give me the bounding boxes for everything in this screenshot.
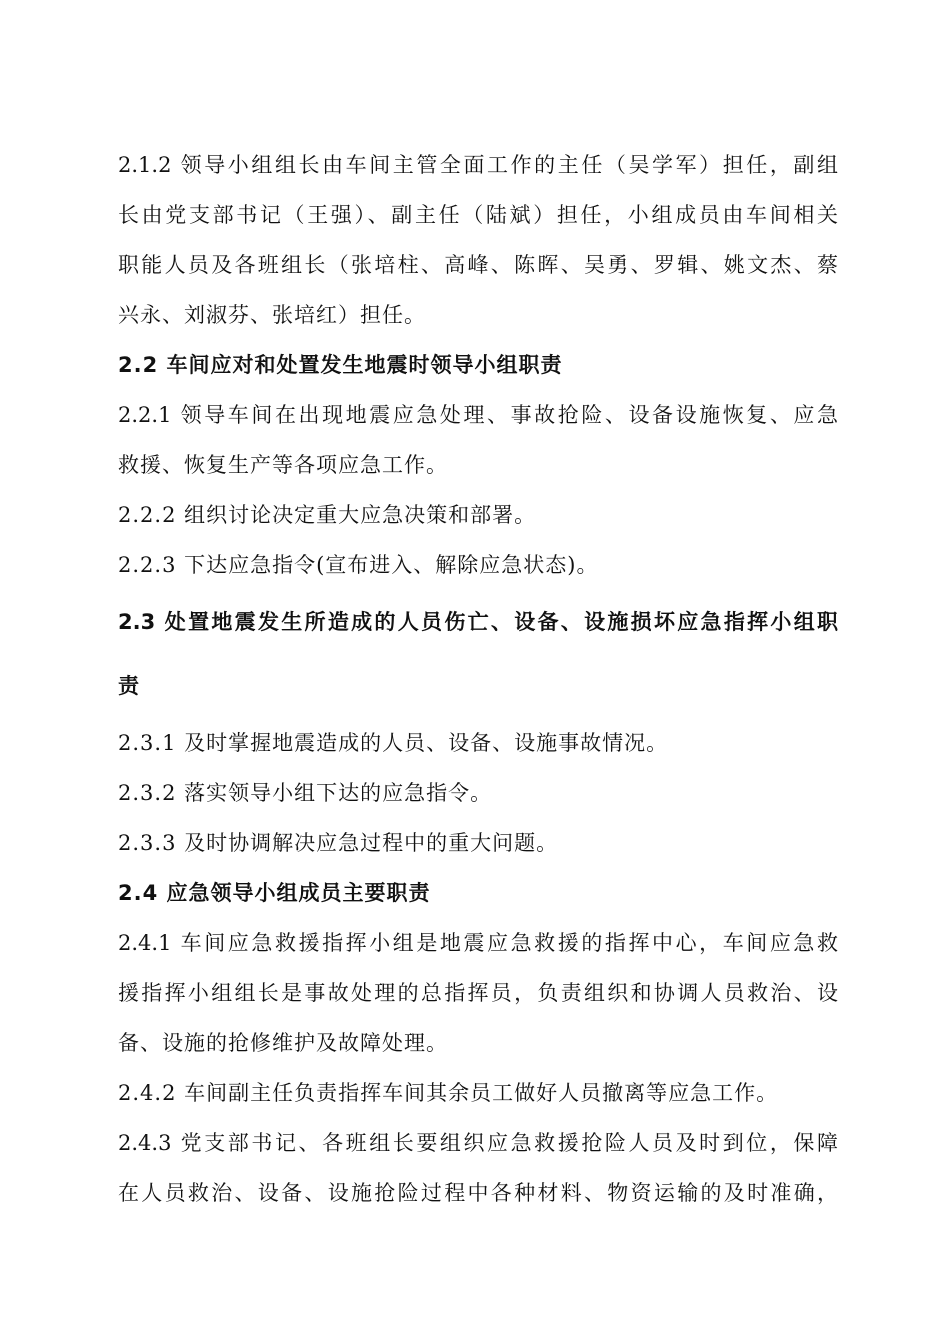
section-heading-2-3-line-2: 责 — [118, 674, 140, 698]
paragraph-2-4-1-line-3: 备、设施的抢修维护及故障处理。 — [118, 1031, 448, 1055]
paragraph-2-4-3-line-1: 2.4.3 党支部书记、各班组长要组织应急救援抢险人员及时到位，保障 — [118, 1131, 838, 1155]
paragraph-2-2-1-line-1: 2.2.1 领导车间在出现地震应急处理、事故抢险、设备设施恢复、应急 — [118, 403, 838, 427]
document-body — [118, 140, 838, 1218]
paragraph-2-2-2: 2.2.2 组织讨论决定重大应急决策和部署。 — [118, 503, 537, 527]
paragraph-2-3-2: 2.3.2 落实领导小组下达的应急指令。 — [118, 781, 493, 805]
section-heading-2-3-line-1: 2.3 处置地震发生所造成的人员伤亡、设备、设施损坏应急指挥小组职 — [118, 610, 838, 634]
paragraph-2-1-2-line-3: 职能人员及各班组长（张培柱、高峰、陈晖、吴勇、罗辑、姚文杰、蔡 — [118, 253, 838, 277]
paragraph-2-4-2: 2.4.2 车间副主任负责指挥车间其余员工做好人员撤离等应急工作。 — [118, 1081, 779, 1105]
paragraph-2-3-3: 2.3.3 及时协调解决应急过程中的重大问题。 — [118, 831, 559, 855]
section-heading-2-4: 2.4 应急领导小组成员主要职责 — [118, 881, 431, 905]
paragraph-2-2-3: 2.2.3 下达应急指令(宣布进入、解除应急状态)。 — [118, 553, 599, 577]
paragraph-2-4-1-line-2: 援指挥小组组长是事故处理的总指挥员，负责组织和协调人员救治、设 — [118, 981, 838, 1005]
paragraph-2-2-1-line-2: 救援、恢复生产等各项应急工作。 — [118, 453, 448, 477]
paragraph-2-1-2-line-1: 2.1.2 领导小组组长由车间主管全面工作的主任（吴学军）担任，副组 — [118, 153, 838, 177]
section-heading-2-2: 2.2 车间应对和处置发生地震时领导小组职责 — [118, 353, 563, 377]
paragraph-2-1-2-line-2: 长由党支部书记（王强）、副主任（陆斌）担任，小组成员由车间相关 — [118, 203, 838, 227]
paragraph-2-4-1-line-1: 2.4.1 车间应急救援指挥小组是地震应急救援的指挥中心，车间应急救 — [118, 931, 838, 955]
paragraph-2-1-2-line-4: 兴永、刘淑芬、张培红）担任。 — [118, 303, 426, 327]
paragraph-2-3-1: 2.3.1 及时掌握地震造成的人员、设备、设施事故情况。 — [118, 731, 669, 755]
paragraph-2-4-3-line-2: 在人员救治、设备、设施抢险过程中各种材料、物资运输的及时准确， — [118, 1181, 838, 1205]
